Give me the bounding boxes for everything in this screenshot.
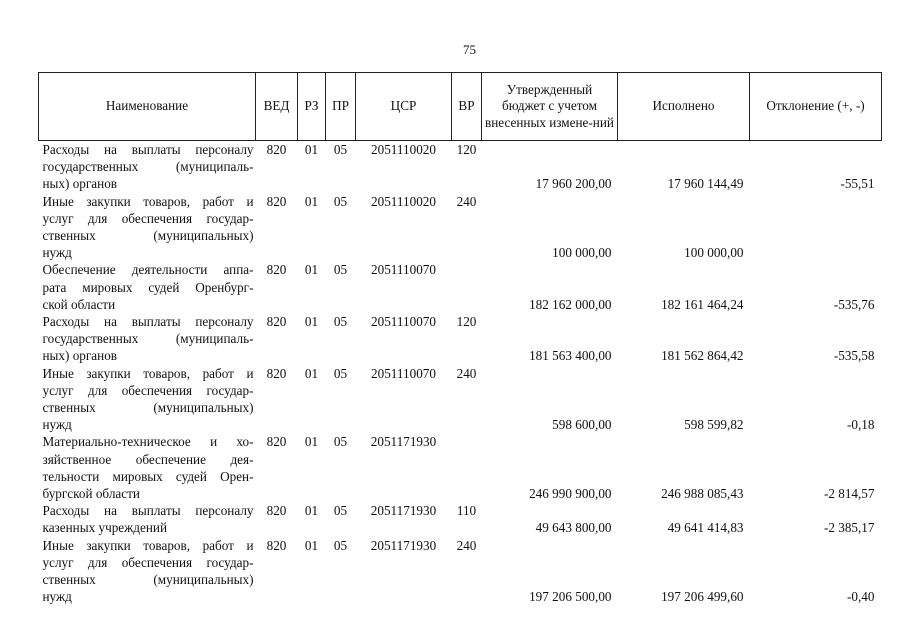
row-name-line: Расходы на выплаты персоналу	[42, 142, 254, 157]
row-name-line: казенных учреждений	[42, 520, 168, 536]
cell-executed: 49 641 414,83	[667, 520, 744, 536]
cell-budget: 100 000,00	[552, 245, 612, 261]
row-name-line: нужд	[42, 245, 72, 261]
row-name-line: Иные закупки товаров, работ и	[42, 537, 254, 553]
row-name-line: тельности мировых судей Орен-	[42, 468, 254, 484]
cell-vr: 110	[456, 503, 477, 519]
cell-executed: 246 988 085,43	[661, 486, 744, 502]
cell-executed: 182 161 464,24	[661, 296, 744, 312]
table-row	[39, 261, 882, 313]
header-ved: ВЕД	[256, 73, 298, 141]
cell-ved: 820	[266, 434, 287, 450]
cell-pr: 05	[333, 537, 348, 553]
table-row	[39, 193, 882, 262]
row-name-line: Обеспечение деятельности аппа-	[42, 262, 254, 278]
cell-budget: 49 643 800,00	[535, 520, 612, 536]
cell-budget: 182 162 000,00	[529, 296, 612, 312]
cell-pr: 05	[333, 262, 348, 278]
row-name-line: бургской области	[42, 486, 140, 502]
cell-rz: 01	[304, 314, 319, 330]
cell-executed: 17 960 144,49	[667, 176, 744, 192]
row-name-line: Расходы на выплаты персоналу	[42, 503, 254, 519]
row-name-line: услуг для обеспечения государ-	[42, 210, 254, 226]
cell-ved: 820	[266, 193, 287, 209]
row-name-line: ных) органов	[42, 348, 118, 364]
row-name-line: рата мировых судей Оренбург-	[42, 279, 254, 295]
header-deviation: Отклонение (+, -)	[750, 73, 882, 141]
cell-budget: 17 960 200,00	[535, 176, 612, 192]
cell-pr: 05	[333, 142, 348, 157]
cell-deviation: -0,40	[847, 589, 875, 605]
row-name-line: зяйственное обеспечение дея-	[42, 451, 254, 467]
cell-deviation: -535,58	[833, 348, 875, 364]
cell-csr: 2051110070	[371, 365, 436, 381]
header-rz: РЗ	[298, 73, 326, 141]
table-row	[39, 433, 882, 502]
cell-budget: 246 990 900,00	[529, 486, 612, 502]
cell-ved: 820	[266, 537, 287, 553]
cell-ved: 820	[266, 262, 287, 278]
row-name	[39, 365, 256, 434]
cell-vr: 240	[456, 193, 477, 209]
cell-ved: 820	[266, 365, 287, 381]
cell-budget: 197 206 500,00	[529, 589, 612, 605]
row-name	[39, 313, 256, 365]
cell-csr: 2051171930	[370, 537, 437, 553]
row-name-line: Иные закупки товаров, работ и	[42, 193, 254, 209]
header-pr: ПР	[326, 73, 356, 141]
row-name-line: ственных (муниципальных)	[42, 228, 254, 244]
cell-rz: 01	[304, 365, 319, 381]
cell-csr: 2051110020	[371, 193, 436, 209]
table-row	[39, 502, 882, 536]
cell-ved: 820	[266, 314, 287, 330]
row-name	[39, 193, 256, 262]
cell-ved: 820	[266, 142, 287, 157]
page-number: 75	[463, 42, 476, 57]
row-name-line: ственных (муниципальных)	[42, 572, 254, 588]
cell-vr	[452, 433, 482, 502]
header-name: Наименование	[39, 73, 256, 141]
cell-vr: 240	[456, 365, 477, 381]
cell-pr: 05	[333, 434, 348, 450]
cell-csr: 2051171930	[370, 434, 437, 450]
cell-executed: 197 206 499,60	[661, 589, 744, 605]
header-executed: Исполнено	[618, 73, 750, 141]
cell-rz: 01	[304, 193, 319, 209]
cell-deviation: -55,51	[840, 176, 875, 192]
cell-deviation: -535,76	[833, 296, 875, 312]
row-name-line: Иные закупки товаров, работ и	[42, 365, 254, 381]
header-vr: ВР	[452, 73, 482, 141]
cell-deviation: -2 814,57	[823, 486, 875, 502]
cell-rz: 01	[304, 503, 319, 519]
cell-pr: 05	[333, 503, 348, 519]
row-name	[39, 433, 256, 502]
table-row	[39, 141, 882, 193]
cell-csr: 2051110070	[371, 314, 436, 330]
cell-pr: 05	[333, 365, 348, 381]
row-name-line: нужд	[42, 589, 72, 605]
cell-vr: 120	[456, 314, 477, 330]
header-csr: ЦСР	[356, 73, 452, 141]
row-name-line: нужд	[42, 417, 72, 433]
table-row	[39, 313, 882, 365]
row-name-line: ственных (муниципальных)	[42, 400, 254, 416]
cell-deviation: -2 385,17	[823, 520, 875, 536]
cell-csr: 2051110070	[371, 262, 436, 278]
budget-execution-table	[38, 72, 882, 605]
row-name-line: ской области	[42, 296, 116, 312]
cell-executed: 598 599,82	[684, 417, 744, 433]
row-name-line: ных) органов	[42, 176, 118, 192]
cell-rz: 01	[304, 537, 319, 553]
cell-budget: 181 563 400,00	[529, 348, 612, 364]
cell-deviation: -0,18	[847, 417, 875, 433]
cell-rz: 01	[304, 142, 319, 157]
cell-budget: 598 600,00	[552, 417, 612, 433]
row-name	[39, 502, 256, 536]
table-row	[39, 537, 882, 606]
cell-rz: 01	[304, 262, 319, 278]
cell-csr: 2051171930	[370, 503, 437, 519]
cell-ved: 820	[266, 503, 287, 519]
cell-vr: 120	[456, 142, 477, 157]
header-budget: Утвержденный бюджет с учетом внесенных измене-ний	[482, 73, 618, 141]
cell-vr: 240	[456, 537, 477, 553]
cell-executed: 100 000,00	[684, 245, 744, 261]
cell-rz: 01	[304, 434, 319, 450]
header-row	[39, 73, 882, 141]
row-name-line: государственных (муниципаль-	[42, 331, 254, 347]
cell-executed: 181 562 864,42	[661, 348, 744, 364]
cell-vr	[452, 261, 482, 313]
row-name	[39, 261, 256, 313]
cell-pr: 05	[333, 314, 348, 330]
cell-csr: 2051110020	[371, 142, 436, 157]
row-name	[39, 141, 256, 193]
row-name-line: услуг для обеспечения государ-	[42, 554, 254, 570]
row-name-line: Материально-техническое и хо-	[42, 434, 254, 450]
cell-pr: 05	[333, 193, 348, 209]
row-name-line: государственных (муниципаль-	[42, 159, 254, 175]
cell-deviation	[750, 193, 882, 262]
row-name	[39, 537, 256, 606]
table-body	[39, 141, 882, 606]
row-name-line: услуг для обеспечения государ-	[42, 382, 254, 398]
row-name-line: Расходы на выплаты персоналу	[42, 314, 254, 330]
table-row	[39, 365, 882, 434]
